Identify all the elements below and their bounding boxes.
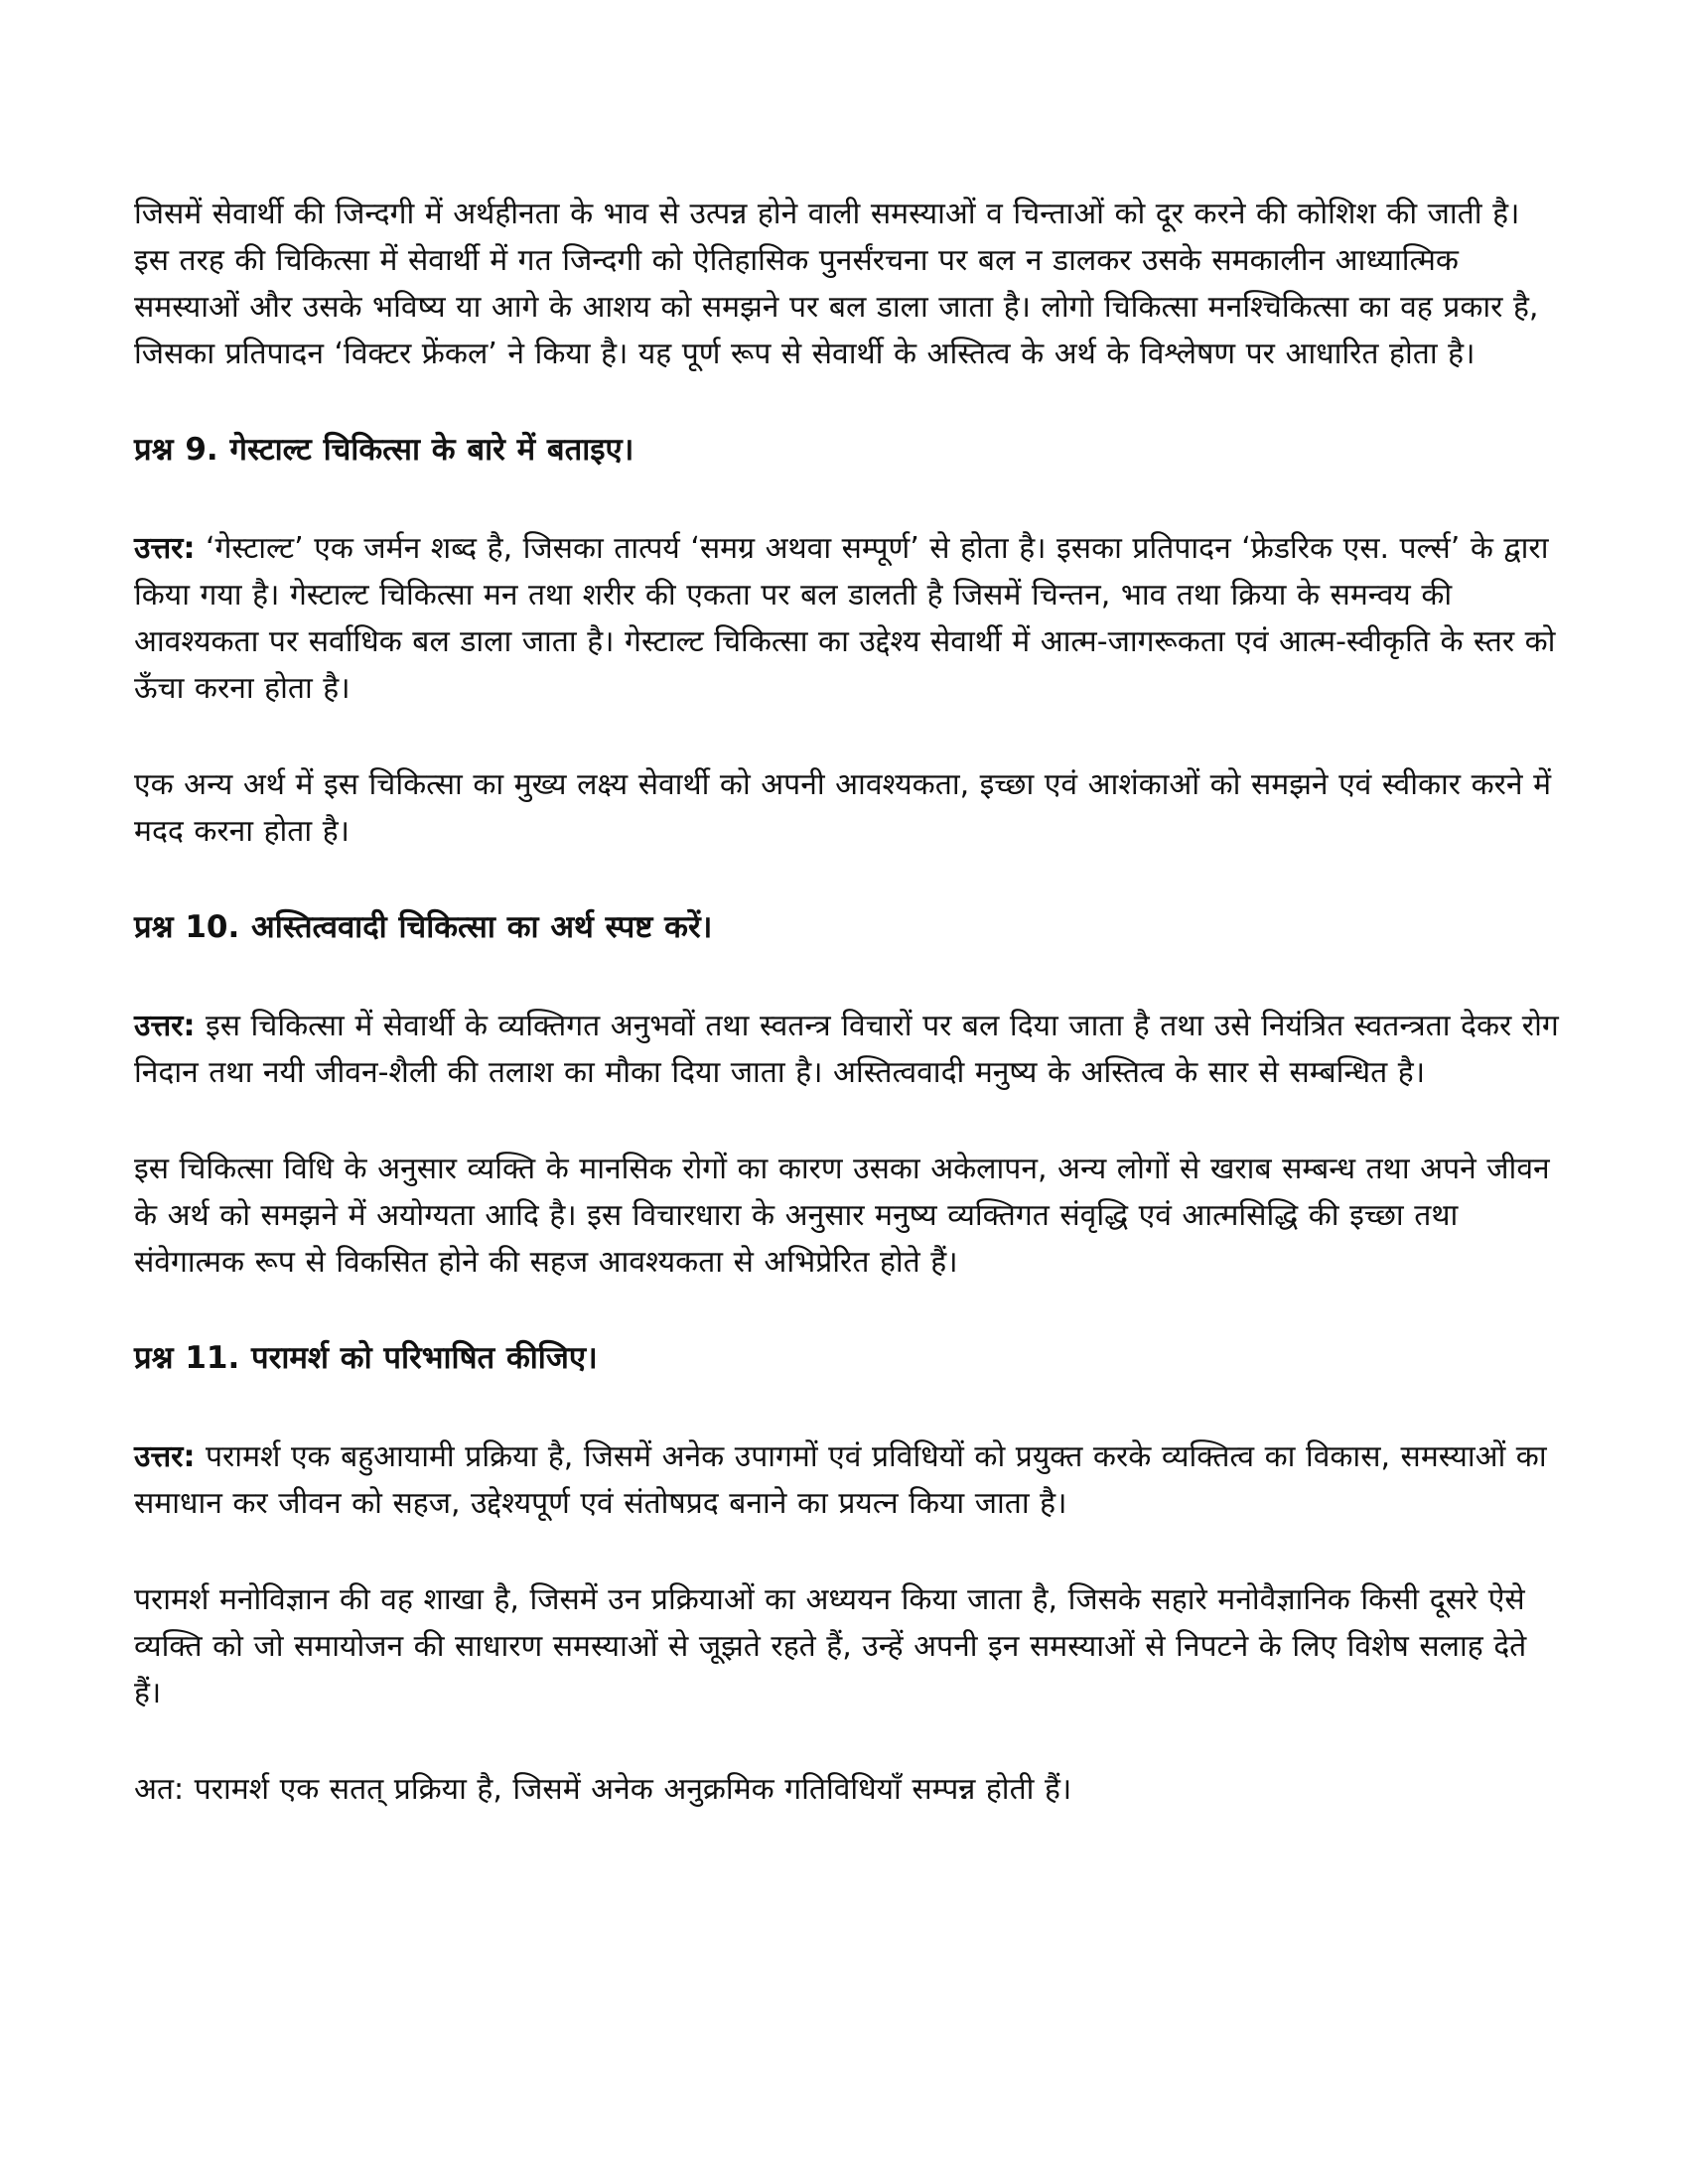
paragraph: एक अन्य अर्थ में इस चिकित्सा का मुख्य लक्ष्य सेवार्थी को अपनी आवश्यकता, इच्छा एवं आशंकाओं को समझने एवं स्वीकार करने में मदद करना होता है। xyxy=(134,767,1552,849)
paragraph: परामर्श मनोविज्ञान की वह शाखा है, जिसमें उन प्रक्रियाओं का अध्ययन किया जाता है, जिसके सहारे मनोवैज्ञानिक किसी दूसरे ऐसे व्यक्ति को जो समायोजन की साधारण समस्याओं से जूझते रहते हैं, उन्हें अपनी इन समस्याओं से निपटने के लिए विशेष सलाह देते हैं। xyxy=(134,1582,1527,1710)
answer-text: परामर्श एक बहुआयामी प्रक्रिया है, जिसमें अनेक उपागमों एवं प्रविधियों को प्रयुक्त करके व्यक्तित्व का विकास, समस्याओं का समाधान कर जीवन को सहज, उद्देश्यपूर्ण एवं संतोषप्रद बनाने का प्रयत्न किया जाता है। xyxy=(134,1439,1547,1521)
answer-text: ‘गेस्टाल्ट’ एक जर्मन शब्द है, जिसका तात्पर्य ‘समग्र अथवा सम्पूर्ण’ से होता है। इसका प्रतिपादन ‘फ्रेडरिक एस. पर्ल्स’ के द्वारा किया गया है। गेस्टाल्ट चिकित्सा मन तथा शरीर की एकता पर बल डालती है जिसमें चिन्तन, भाव तथा क्रिया के समन्वय की आवश्यकता पर सर्वाधिक बल डाला जाता है। गेस्टाल्ट चिकित्सा का उद्देश्य सेवार्थी में आत्म-जागरूकता एवं आत्म-स्वीकृति के स्तर को ऊँचा करना होता है। xyxy=(134,531,1556,706)
answer-label: उत्तर: xyxy=(134,1009,196,1043)
answer-paragraph-11 xyxy=(134,1433,1559,1527)
paragraph: इस चिकित्सा विधि के अनुसार व्यक्ति के मानसिक रोगों का कारण उसका अकेलापन, अन्य लोगों से खराब सम्बन्ध तथा अपने जीवन के अर्थ को समझने में अयोग्यता आदि है। इस विचारधारा के अनुसार मनुष्य व्यक्तिगत संवृद्धि एवं आत्मसिद्धि की इच्छा तथा संवेगात्मक रूप से विकसित होने की सहज आवश्यकता से अभिप्रेरित होते हैं। xyxy=(134,1152,1550,1280)
answer-paragraph-10 xyxy=(134,1003,1559,1096)
answer-paragraph-9 xyxy=(134,525,1559,712)
question-heading-11: प्रश्न 11. परामर्श को परिभाषित कीजिए। xyxy=(134,1340,598,1376)
answer-text: इस चिकित्सा में सेवार्थी के व्यक्तिगत अनुभवों तथा स्वतन्त्र विचारों पर बल दिया जाता है तथा उसे नियंत्रित स्वतन्त्रता देकर रोग निदान तथा नयी जीवन-शैली की तलाश का मौका दिया जाता है। अस्तित्ववादी मनुष्य के अस्तित्व के सार से सम्बन्धित है। xyxy=(134,1009,1559,1090)
question-heading-10: प्रश्न 10. अस्तित्ववादी चिकित्सा का अर्थ स्पष्ट करें। xyxy=(134,909,713,945)
question-heading-9: प्रश्न 9. गेस्टाल्ट चिकित्सा के बारे में बताइए। xyxy=(134,432,634,468)
paragraph: जिसमें सेवार्थी की जिन्दगी में अर्थहीनता के भाव से उत्पन्न होने वाली समस्याओं व चिन्ताओं को दूर करने की कोशिश की जाती है। इस तरह की चिकित्सा में सेवार्थी में गत जिन्दगी को ऐतिहासिक पुनर्संरचना पर बल न डालकर उसके समकालीन आध्यात्मिक समस्याओं और उसके भविष्य या आगे के आशय को समझने पर बल डाला जाता है। लोगो चिकित्सा मनश्चिकित्सा का वह प्रकार है, जिसका प्रतिपादन ‘विक्टर फ्रेंकल’ ने किया है। यह पूर्ण रूप से सेवार्थी के अस्तित्व के अर्थ के विश्लेषण पर आधारित होता है। xyxy=(134,197,1539,371)
paragraph: अत: परामर्श एक सतत् प्रक्रिया है, जिसमें अनेक अनुक्रमिक गतिविधियाँ सम्पन्न होती हैं। xyxy=(134,1772,1072,1807)
answer-label: उत्तर: xyxy=(134,1439,196,1474)
answer-label: उत्तर: xyxy=(134,531,196,566)
